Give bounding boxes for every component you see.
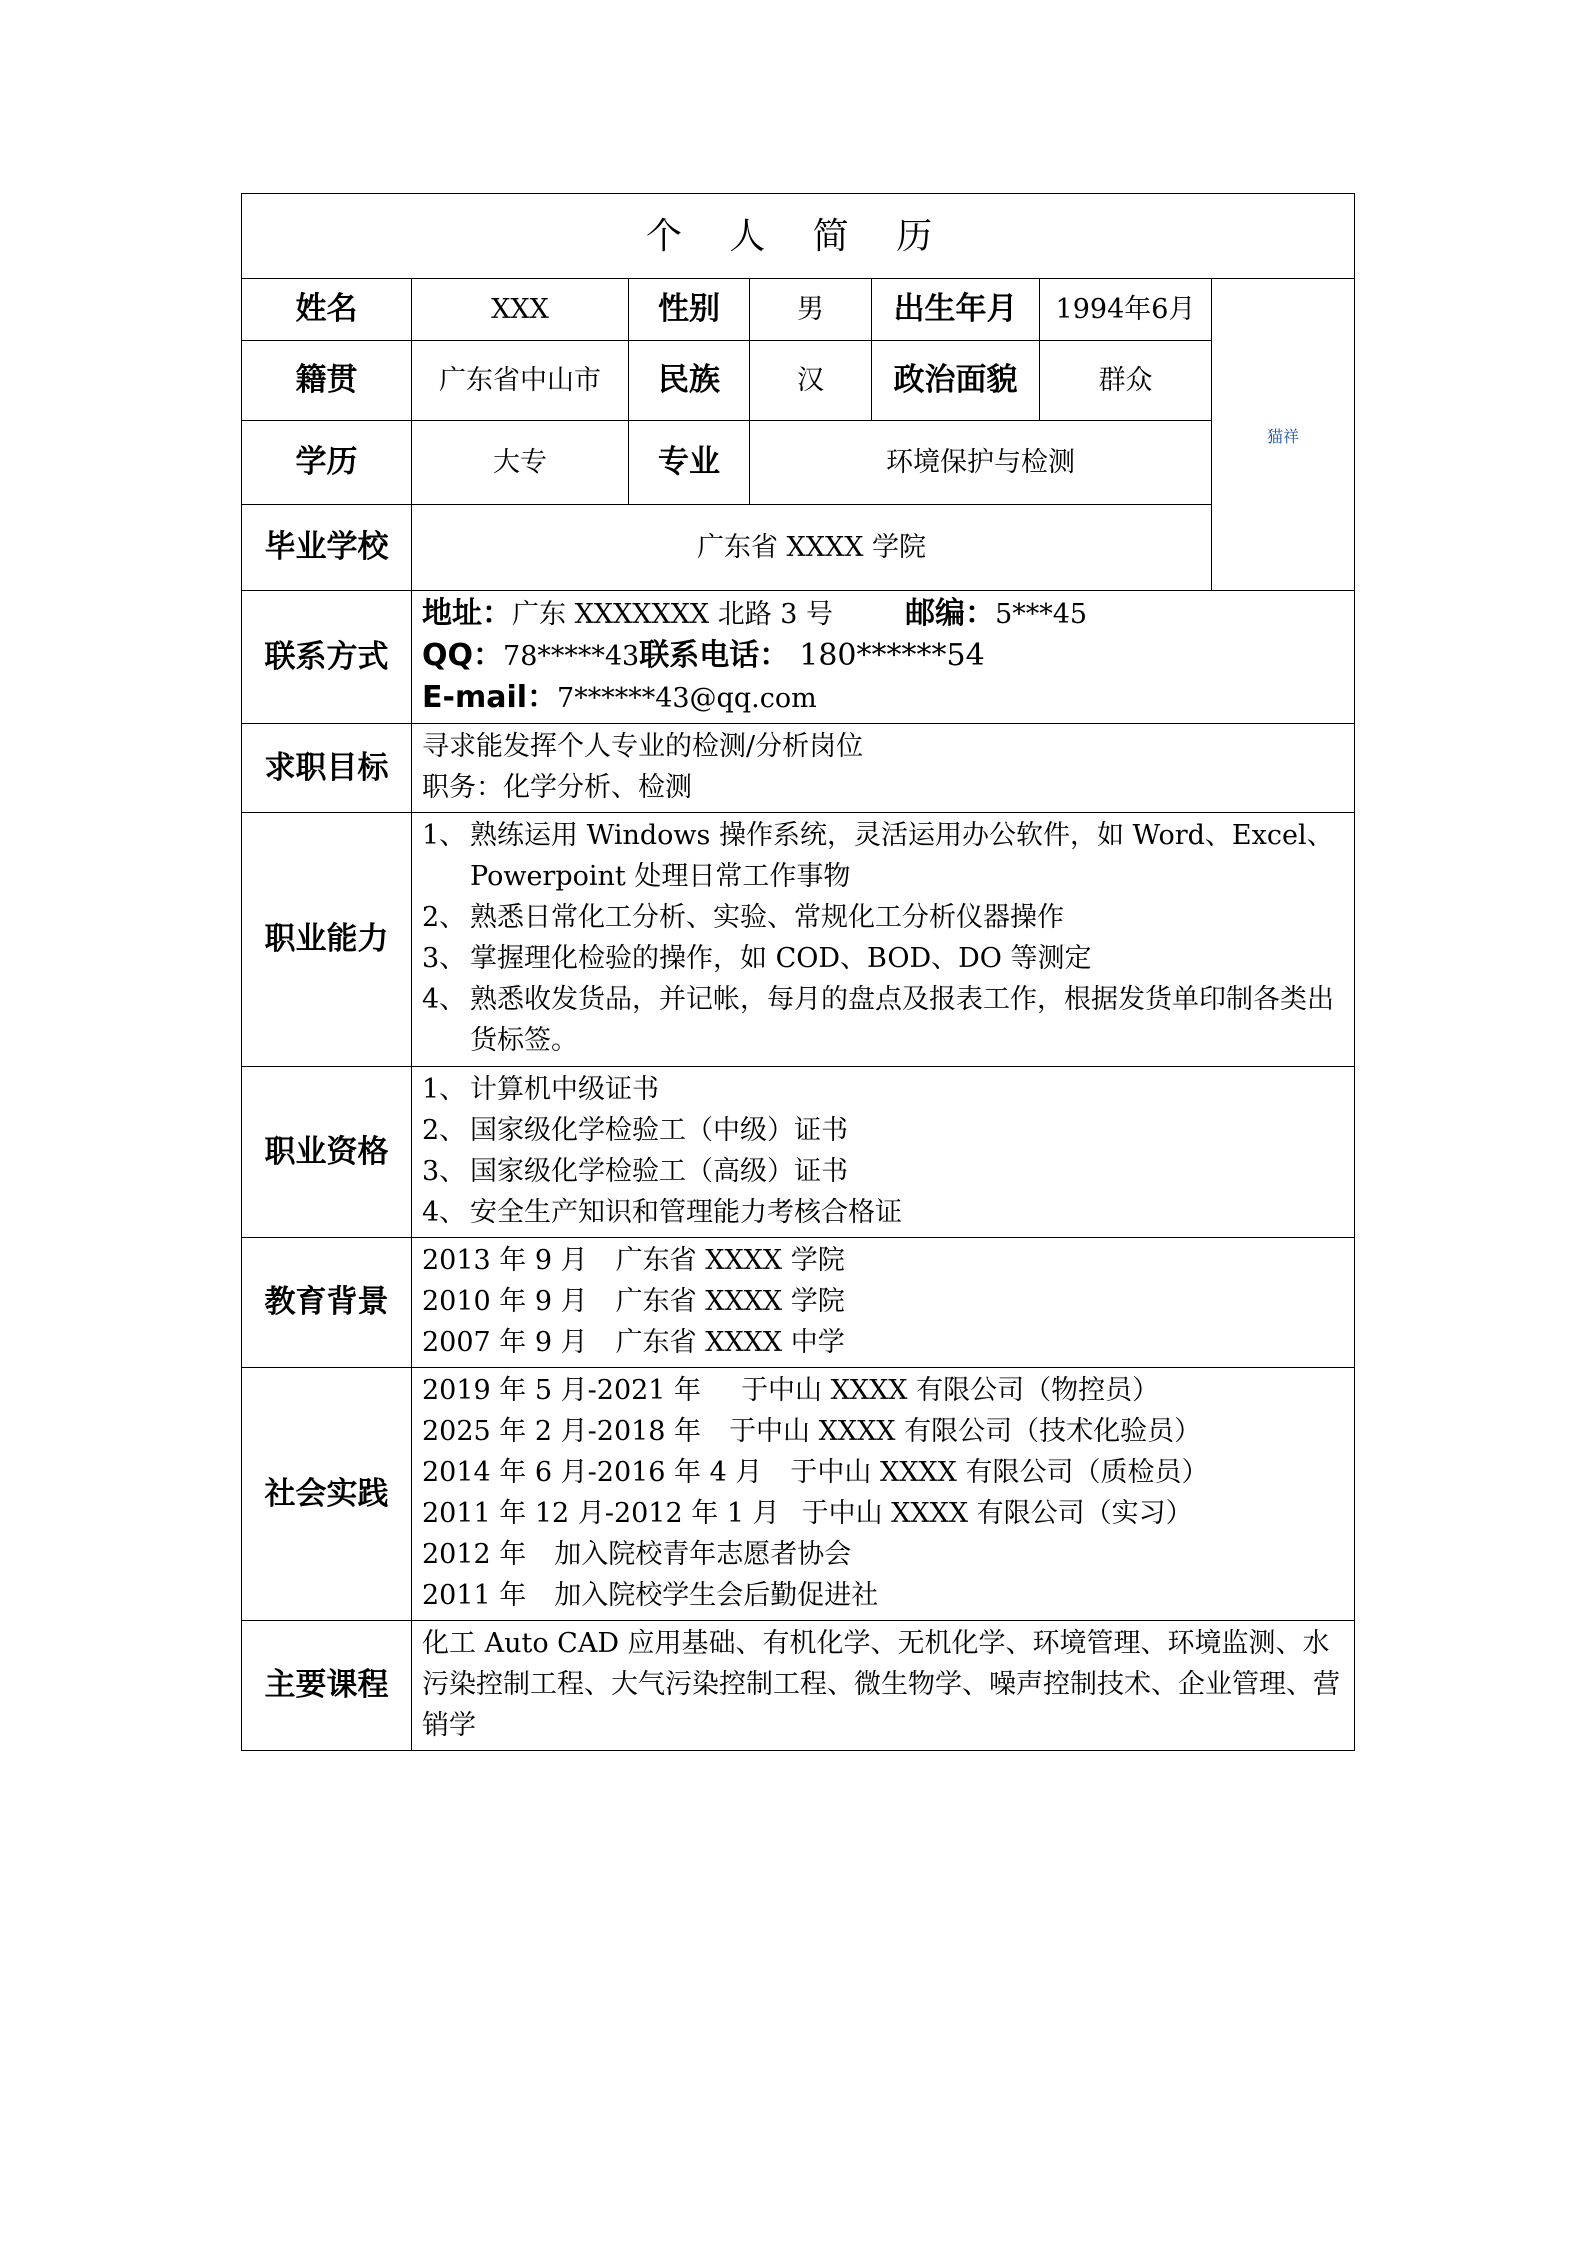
ability-item [422, 938, 1344, 979]
practice-text: 于中山 XXXX 有限公司（实习） [801, 1498, 1193, 1529]
ability-text: 熟练运用 Windows 操作系统，灵活运用办公软件，如 Word、Excel、Powerpoint 处理日常工作事物 [470, 820, 1334, 892]
qualification-text: 计算机中级证书 [470, 1074, 659, 1105]
qualification-text: 国家级化学检验工（高级）证书 [470, 1156, 848, 1187]
education-bg-place: 广东省 XXXX 中学 [615, 1327, 845, 1358]
education-label: 学历 [242, 421, 412, 505]
practice-date: 2014 年 6 月-2016 年 4 月 [422, 1457, 763, 1488]
practice-text: 于中山 XXXX 有限公司（技术化验员） [729, 1416, 1202, 1447]
practice-date: 2011 年 12 月-2012 年 1 月 [422, 1498, 780, 1529]
contact-label: 联系方式 [242, 591, 412, 724]
gender-label: 性别 [629, 279, 750, 341]
practice-content [412, 1368, 1355, 1621]
abilities-label: 职业能力 [242, 813, 412, 1067]
birth-label: 出生年月 [872, 279, 1040, 341]
native-value: 广东省中山市 [412, 341, 629, 421]
school-value: 广东省 XXXX 学院 [412, 505, 1212, 591]
ability-text: 熟悉日常化工分析、实验、常规化工分析仪器操作 [470, 902, 1064, 933]
education-bg-date: 2007 年 9 月 [422, 1327, 588, 1358]
ability-num: 3、 [422, 943, 467, 974]
ability-num: 4、 [422, 984, 467, 1015]
ability-num: 2、 [422, 902, 467, 933]
abilities-content [412, 813, 1355, 1067]
practice-text: 加入院校青年志愿者协会 [554, 1539, 852, 1570]
objective-line: 寻求能发挥个人专业的检测/分析岗位 [422, 731, 864, 762]
major-value: 环境保护与检测 [750, 421, 1212, 505]
phone-value: 180******54 [799, 638, 985, 673]
qualifications-label: 职业资格 [242, 1067, 412, 1238]
address-value: 广东 XXXXXXX 北路 3 号 [512, 599, 834, 630]
name-label: 姓名 [242, 279, 412, 341]
ability-item [422, 815, 1344, 897]
qq-value: 78*****43 [503, 641, 640, 672]
email-line [422, 677, 1344, 719]
practice-item [422, 1493, 1344, 1534]
education-bg-label: 教育背景 [242, 1238, 412, 1368]
practice-text: 于中山 XXXX 有限公司（物控员） [741, 1375, 1160, 1406]
practice-item [422, 1370, 1344, 1411]
practice-item [422, 1452, 1344, 1493]
practice-item [422, 1411, 1344, 1452]
education-bg-item [422, 1281, 1344, 1322]
resume-table [241, 193, 1355, 1751]
objective-label: 求职目标 [242, 724, 412, 813]
courses-text: 化工 Auto CAD 应用基础、有机化学、无机化学、环境管理、环境监测、水污染控制工程、大气污染控制工程、微生物学、噪声控制技术、企业管理、营销学 [422, 1628, 1340, 1741]
ethnic-value: 汉 [750, 341, 872, 421]
education-value: 大专 [412, 421, 629, 505]
name-value: XXX [412, 279, 629, 341]
phone-label: 联系电话： [639, 638, 790, 673]
ability-text: 掌握理化检验的操作，如 COD、BOD、DO 等测定 [470, 943, 1092, 974]
practice-item [422, 1575, 1344, 1616]
address-line [422, 593, 1344, 635]
practice-date: 2019 年 5 月-2021 年 [422, 1375, 702, 1406]
qualification-num: 3、 [422, 1156, 467, 1187]
qualification-item [422, 1192, 1344, 1233]
education-bg-content [412, 1238, 1355, 1368]
ability-num: 1、 [422, 820, 467, 851]
ethnic-label: 民族 [629, 341, 750, 421]
qualification-text: 安全生产知识和管理能力考核合格证 [470, 1197, 902, 1228]
qualification-num: 4、 [422, 1197, 467, 1228]
native-label: 籍贯 [242, 341, 412, 421]
courses-label: 主要课程 [242, 1621, 412, 1751]
school-label: 毕业学校 [242, 505, 412, 591]
education-bg-date: 2010 年 9 月 [422, 1286, 588, 1317]
ability-item [422, 897, 1344, 938]
qualification-text: 国家级化学检验工（中级）证书 [470, 1115, 848, 1146]
education-bg-item [422, 1240, 1344, 1281]
contact-content [412, 591, 1355, 724]
ability-item [422, 979, 1344, 1061]
qq-label: QQ： [422, 638, 504, 673]
email-label: E-mail： [422, 680, 558, 715]
qualifications-content [412, 1067, 1355, 1238]
practice-text: 于中山 XXXX 有限公司（质检员） [790, 1457, 1209, 1488]
qualification-item [422, 1110, 1344, 1151]
qq-line [422, 635, 1344, 677]
courses-content [412, 1621, 1355, 1751]
zip-label: 邮编： [905, 596, 996, 631]
resume-title: 个 人 简 历 [242, 194, 1355, 279]
ability-text: 熟悉收发货品，并记帐，每月的盘点及报表工作，根据发货单印制各类出货标签。 [470, 984, 1334, 1056]
objective-line: 职务：化学分析、检测 [422, 772, 692, 803]
address-label: 地址： [422, 596, 512, 631]
practice-date: 2011 年 [422, 1580, 527, 1611]
qualification-item [422, 1069, 1344, 1110]
photo-cell [1212, 279, 1355, 591]
education-bg-date: 2013 年 9 月 [422, 1245, 588, 1276]
zip-value: 5***45 [995, 599, 1088, 630]
birth-value: 1994年6月 [1040, 279, 1212, 341]
political-label: 政治面貌 [872, 341, 1040, 421]
qualification-num: 2、 [422, 1115, 467, 1146]
practice-date: 2025 年 2 月-2018 年 [422, 1416, 702, 1447]
political-value: 群众 [1040, 341, 1212, 421]
email-value[interactable]: 7******43@qq.com [557, 683, 817, 714]
qualification-item [422, 1151, 1344, 1192]
education-bg-place: 广东省 XXXX 学院 [615, 1245, 845, 1276]
education-bg-item [422, 1322, 1344, 1363]
major-label: 专业 [629, 421, 750, 505]
practice-date: 2012 年 [422, 1539, 527, 1570]
gender-value: 男 [750, 279, 872, 341]
objective-content [412, 724, 1355, 813]
practice-text: 加入院校学生会后勤促进社 [554, 1580, 879, 1611]
qualification-num: 1、 [422, 1074, 467, 1105]
practice-label: 社会实践 [242, 1368, 412, 1621]
education-bg-place: 广东省 XXXX 学院 [615, 1286, 845, 1317]
practice-item [422, 1534, 1344, 1575]
photo-placeholder-link[interactable]: 猫祥 [1267, 426, 1300, 446]
